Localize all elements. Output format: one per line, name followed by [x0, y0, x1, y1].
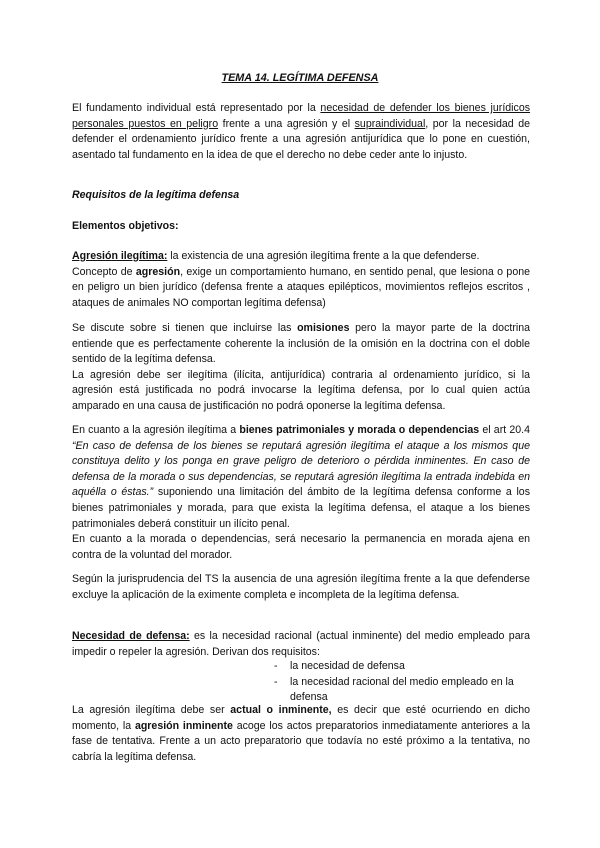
- dash-bullet: -: [274, 675, 278, 688]
- bienes-quote: “En caso de defensa de los bienes se reputará agresión ilegítima el ataque a los mismos que constituya delito y los ponga en grave peligro de deterioro o pérdida inminentes. En caso de defensa de la morada o sus dependencias, se reputará agresión ilegítima la entrada indebida en aquélla o éstas.”: [72, 439, 530, 499]
- omisiones-paragraph: [72, 321, 530, 415]
- requisitos-list: [274, 659, 532, 706]
- final-text-3: acoge los actos preparatorios inmediatamente anteriores a la fase de tentativa. Frente a un acto preparatorio que todavía no esté próximo a la tentativa, no cabría la legítima defensa.: [72, 719, 530, 763]
- final-text-2: es decir que esté ocurriendo en dicho momento, la: [72, 704, 531, 732]
- agresion-bold: agresión: [135, 265, 181, 278]
- bienes-text-3: suponiendo una limitación del ámbito de la legítima defensa conforme a los bienes patrimoniales y morada, para que exista la legítima defensa, el ataque a los bienes patrimoniales deberá constituir un ilícito penal.: [72, 486, 530, 530]
- omisiones-bold: omisiones: [297, 322, 350, 334]
- list-item: [274, 659, 532, 675]
- intro-underlined-supraindividual: supraindividual: [354, 117, 426, 130]
- necesidad-paragraph: [72, 629, 530, 660]
- omisiones-text-3: La agresión debe ser ilegítima (ilícita, antijurídica) contraria al ordenamiento jurídico, si la agresión está justificada no podrá invocarse la legítima defensa, por lo cual quien actúa amparado en una causa de justificación no podrá oponerse la legítima defensa.: [72, 368, 530, 412]
- agresion-text-2: Concepto de: [72, 265, 136, 278]
- list-item-text: la necesidad de defensa: [290, 660, 405, 672]
- bienes-text-1: En cuanto a la agresión ilegítima a: [72, 424, 240, 436]
- final-text-1: La agresión ilegítima debe ser: [72, 704, 231, 716]
- agresion-label: Agresión ilegítima:: [72, 250, 168, 262]
- intro-paragraph: [72, 101, 530, 163]
- requisitos-heading: Requisitos de la legítima defensa: [72, 189, 240, 201]
- agresion-text-1: la existencia de una agresión ilegítima frente a la que defenderse.: [167, 250, 480, 262]
- elementos-heading: Elementos objetivos:: [72, 220, 179, 232]
- bienes-bold: bienes patrimoniales y morada o dependencias: [239, 424, 480, 436]
- final-paragraph: [72, 703, 530, 765]
- omisiones-text-1: Se discute sobre si tienen que incluirse las: [72, 322, 298, 334]
- bienes-text-4: En cuanto a la morada o dependencias, será necesario la permanencia en morada ajena en contra de la voluntad del morador.: [72, 533, 530, 561]
- page-title: TEMA 14. LEGÍTIMA DEFENSA: [221, 72, 379, 84]
- dash-bullet: -: [274, 660, 278, 672]
- intro-text-3: , por la necesidad de defender el ordenamiento jurídico frente a una agresión antijurídica que lo pone en cuestión, asentado tal fundamento en la idea de que el derecho no debe ceder ante lo injusto.: [72, 117, 530, 161]
- omisiones-text-2: pero la mayor parte de la doctrina entiende que es perfectamente coherente la inclusión de la omisión en la doctrina con el doble sentido de la legítima defensa.: [72, 322, 530, 366]
- bienes-paragraph: [72, 423, 530, 563]
- intro-text-2: frente a una agresión y el: [218, 117, 355, 130]
- bienes-text-2: el art 20.4: [479, 424, 531, 436]
- agresion-text-3: , exige un comportamiento humano, en sentido penal, que lesiona o pone en peligro un bien jurídico (defensa frente a ataques epilépticos, movimientos reflejos escritos , ataques de animales NO comportan legítima defensa): [72, 265, 530, 309]
- jurisprudencia-paragraph: Según la jurisprudencia del TS la ausencia de una agresión ilegítima frente a la que defenderse excluye la aplicación de la eximente completa e incompleta de la legítima defensa.: [72, 573, 530, 601]
- intro-text-1: El fundamento individual está representado por la: [72, 102, 321, 114]
- list-item-text: la necesidad racional del medio empleado en la defensa: [290, 675, 514, 704]
- necesidad-text-1: es la necesidad racional (actual inminente) del medio empleado para impedir o repeler la agresión. Derivan dos requisitos:: [72, 630, 530, 658]
- agresion-paragraph: [72, 249, 530, 311]
- intro-underlined-personal: necesidad de defender los bienes jurídicos personales puestos en peligro: [72, 102, 531, 130]
- necesidad-label: Necesidad de defensa:: [72, 630, 190, 642]
- final-bold-2: agresión inminente: [134, 719, 233, 732]
- final-bold-1: actual o inminente,: [230, 704, 332, 716]
- list-item: [274, 675, 532, 706]
